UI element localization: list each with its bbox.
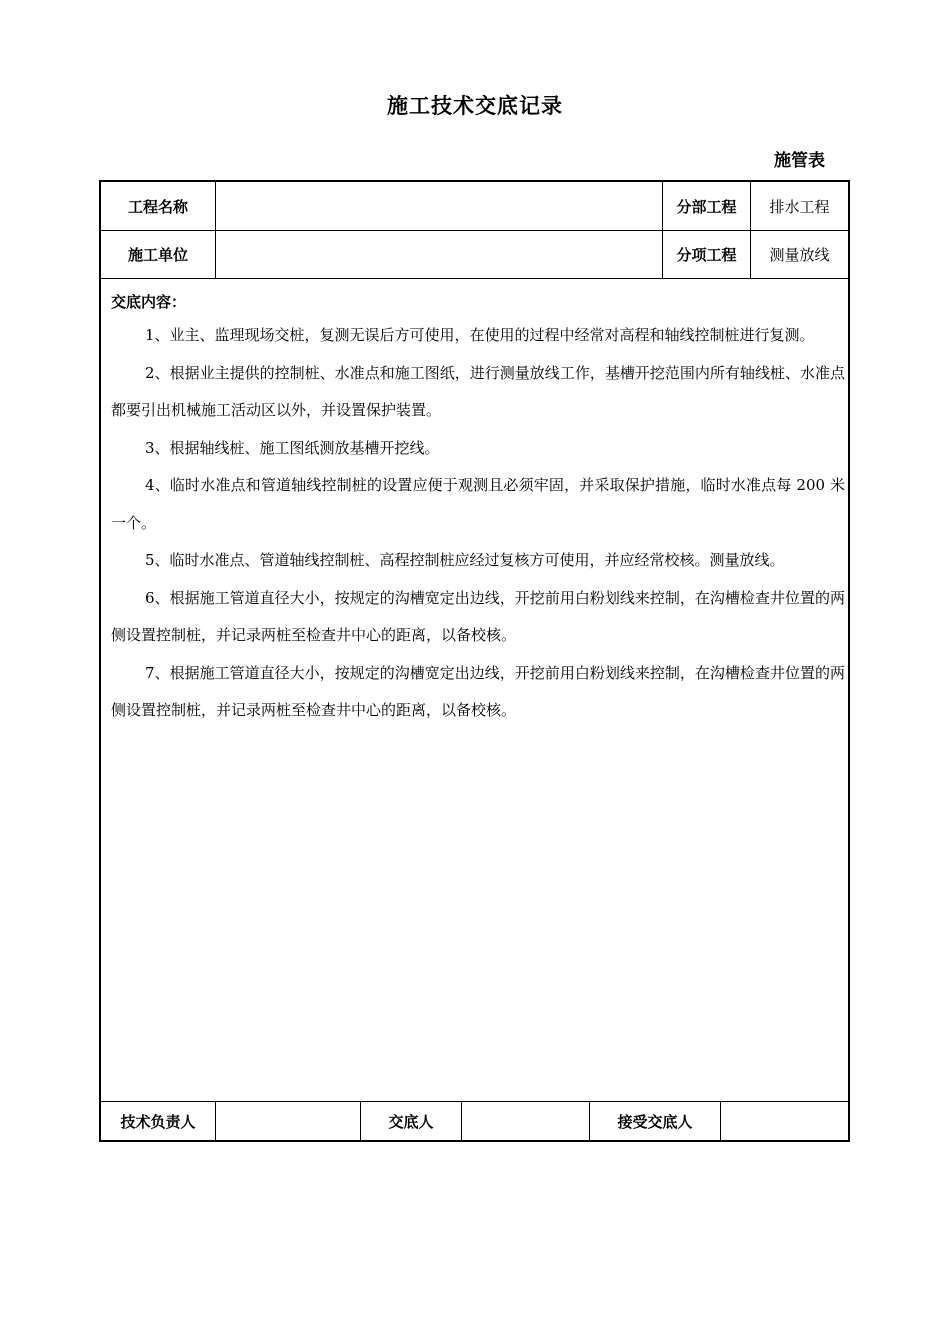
content-paragraphs [111,317,845,730]
division-field[interactable]: 排水工程 [750,182,848,230]
content-heading: 交底内容： [111,293,187,311]
header-row-project [101,182,848,231]
tech-lead-label: 技术负责人 [120,1112,196,1131]
construction-unit-label: 施工单位 [127,246,188,264]
receiver-label: 接受交底人 [589,1102,720,1140]
document-title: 施工技术交底记录 [387,94,563,118]
form-code: 施管表 [774,151,825,171]
briefing-content [101,279,848,1101]
project-name-label: 工程名称 [127,197,188,216]
briefer-field[interactable] [461,1102,589,1140]
construction-unit-field[interactable] [215,231,662,278]
subdivision-label: 分项工程 [662,231,750,278]
tech-lead-field[interactable] [215,1102,360,1140]
division-label: 分部工程 [662,182,750,230]
briefing-form [99,180,850,1142]
receiver-field[interactable] [720,1102,848,1140]
content-paragraph-4: 4、临时水准点和管道轴线控制桩的设置应便于观测且必须牢固，并采取保护措施，临时水准点每 200 米一个。 [111,476,845,532]
subdivision-field[interactable]: 测量放线 [750,231,848,278]
content-paragraph-1: 1、业主、监理现场交桩，复测无误后方可使用，在使用的过程中经常对高程和轴线控制桩进行复测。 [145,326,815,344]
content-paragraph-6: 6、根据施工管道直径大小，按规定的沟槽宽定出边线，开挖前用白粉划线来控制，在沟槽检查井位置的两侧设置控制桩，并记录两桩至检查井中心的距离，以备校核。 [111,588,845,644]
content-paragraph-7: 7、根据施工管道直径大小，按规定的沟槽宽定出边线，开挖前用白粉划线来控制，在沟槽检查井位置的两侧设置控制桩，并记录两桩至检查井中心的距离，以备校核。 [111,663,845,719]
header-row-unit [101,231,848,279]
content-paragraph-3: 3、根据轴线桩、施工图纸测放基槽开挖线。 [145,438,440,457]
content-paragraph-2: 2、根据业主提供的控制桩、水准点和施工图纸，进行测量放线工作，基槽开挖范围内所有轴线桩、水准点都要引出机械施工活动区以外，并设置保护装置。 [111,363,845,419]
signature-row [101,1101,848,1140]
content-paragraph-5: 5、临时水准点、管道轴线控制桩、高程控制桩应经过复核方可使用，并应经常校核。测量放线。 [145,551,785,569]
briefer-label: 交底人 [360,1102,461,1140]
